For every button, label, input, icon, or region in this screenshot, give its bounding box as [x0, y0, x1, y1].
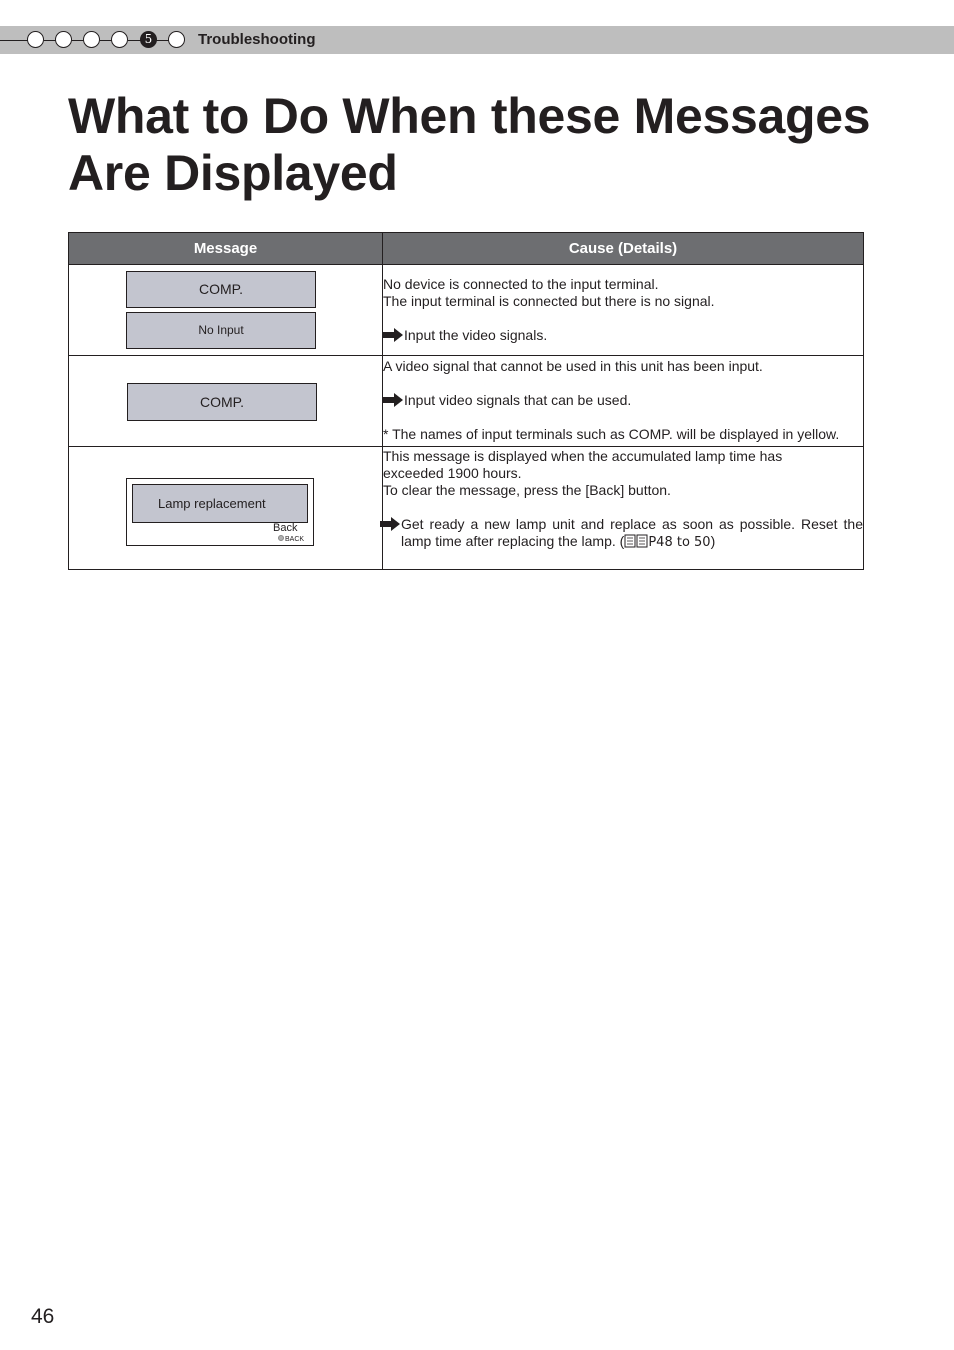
table-row — [69, 356, 864, 447]
page-title-line2: Are Displayed — [68, 145, 398, 201]
osd-source-label: COMP. — [127, 383, 317, 421]
cause-text: A video signal that cannot be used in this unit has been input. — [383, 358, 763, 374]
action-text: Get ready a new lamp unit and replace as soon as possible. Reset the lamp time after replacing the lamp. ( — [401, 516, 863, 549]
chapter-circle-icon — [168, 31, 185, 48]
action-item — [383, 327, 863, 344]
action-text: Input video signals that can be used. — [404, 392, 632, 408]
message-cell — [69, 447, 383, 570]
back-button-icon — [278, 535, 284, 541]
arrow-right-icon — [380, 517, 400, 531]
table-header-row — [69, 233, 864, 265]
message-cell — [69, 265, 383, 356]
chapter-circle-icon — [111, 31, 128, 48]
cause-text: To clear the message, press the [Back] button. — [383, 482, 671, 498]
manual-reference-icon — [624, 534, 648, 548]
chapter-circle-icon — [27, 31, 44, 48]
osd-source-label: COMP. — [126, 271, 316, 308]
page-title-line1: What to Do When these Messages — [68, 88, 871, 144]
osd-back-label: Back — [273, 522, 298, 534]
page-reference: P48 to 50 — [648, 535, 711, 550]
note-text: * The names of input terminals such as COMP. will be displayed in yellow. — [383, 426, 840, 442]
table-row — [69, 265, 864, 356]
cause-cell — [383, 356, 864, 447]
cause-text: No device is connected to the input terminal. — [383, 276, 659, 292]
chapter-current-indicator: 5 — [140, 31, 157, 48]
message-cell — [69, 356, 383, 447]
chapter-circle-icon — [83, 31, 100, 48]
osd-no-input-message: No Input — [126, 312, 316, 349]
osd-lamp-dialog — [126, 478, 314, 546]
page-number: 46 — [31, 1305, 55, 1328]
back-button-label: BACK — [285, 536, 305, 543]
cause-cell — [383, 447, 864, 570]
cause-text: This message is displayed when the accumulated lamp time has exceeded 1900 hours. — [383, 448, 783, 481]
page-title — [68, 88, 928, 202]
header-rule — [0, 40, 28, 41]
osd-back-button-hint — [278, 535, 304, 544]
osd-lamp-message: Lamp replacement — [132, 484, 308, 523]
table-row — [69, 447, 864, 570]
action-item — [383, 392, 863, 409]
action-item — [380, 516, 863, 551]
column-header-cause: Cause (Details) — [383, 233, 864, 265]
chapter-circle-icon — [55, 31, 72, 48]
section-title: Troubleshooting — [198, 31, 316, 48]
arrow-right-icon — [383, 393, 403, 407]
messages-table — [68, 232, 864, 570]
cause-text: The input terminal is connected but there is no signal. — [383, 293, 715, 309]
column-header-message: Message — [69, 233, 383, 265]
cause-cell — [383, 265, 864, 356]
action-paragraph — [401, 516, 863, 551]
action-text: Input the video signals. — [404, 327, 548, 343]
arrow-right-icon — [383, 328, 403, 342]
action-text-close: ) — [710, 533, 716, 549]
